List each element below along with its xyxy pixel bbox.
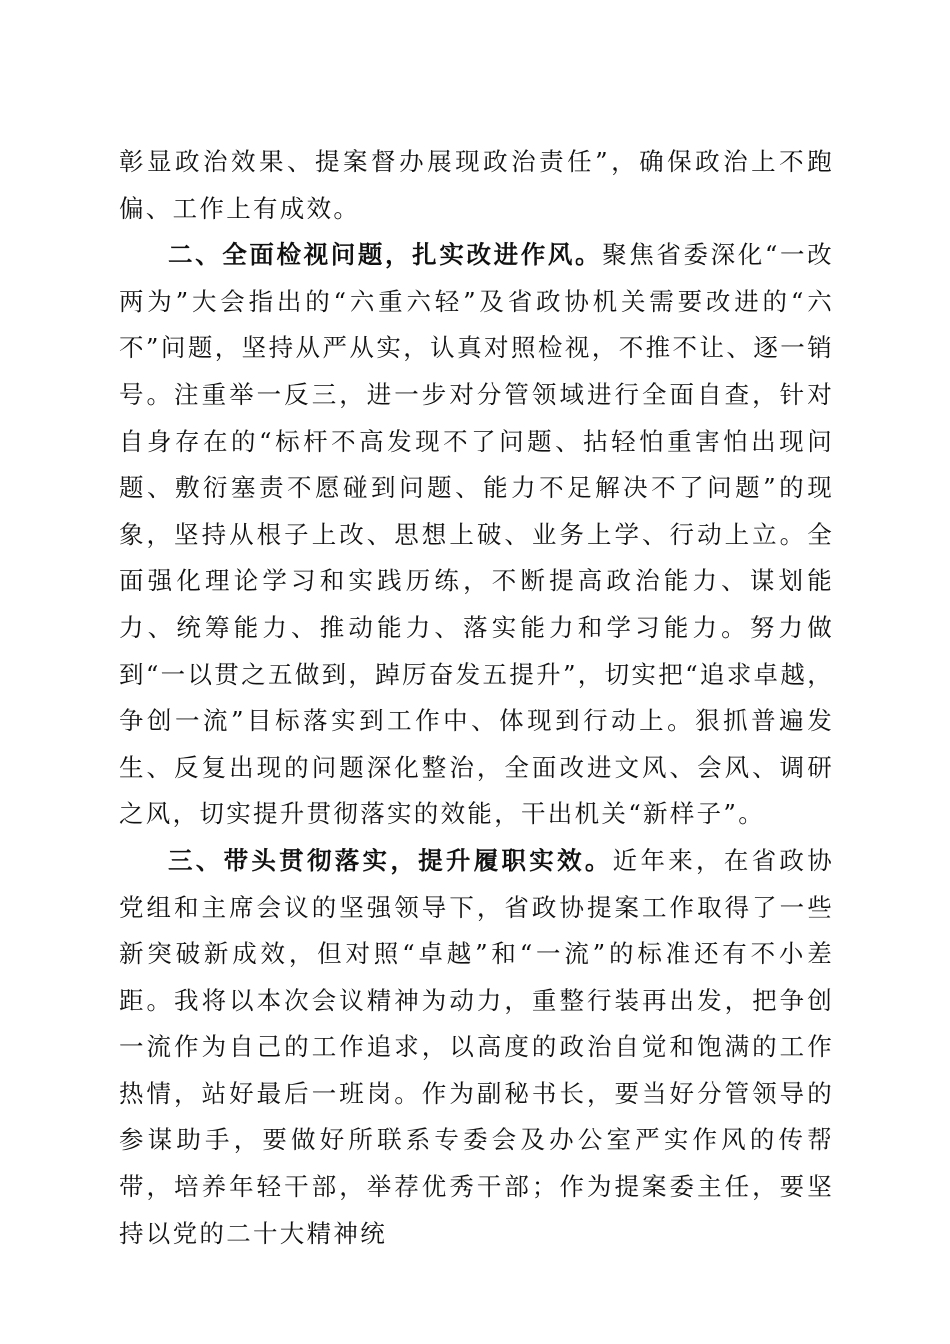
paragraph-1-body: 彰显政治效果、提案督办展现政治责任”，确保政治上不跑偏、工作上有成效。 bbox=[119, 147, 834, 223]
section-two-body: 聚焦省委深化“一改两为”大会指出的“六重六轻”及省政协机关需要改进的“六不”问题，坚持从严从实，认真对照检视，不推不让、逐一销号。注重举一反三，进一步对分管领域进行全面自查，针对自身存在的“标杆不高发现不了问题、拈轻怕重害怕出现问题、敷衍塞责不愿碰到问题、能力不足解决不了问题”的现象，坚持从根子上改、思想上破、业务上学、行动上立。全面强化理论学习和实践历练，不断提高政治能力、谋划能力、统筹能力、推动能力、落实能力和学习能力。努力做到“一以贯之五做到，踔厉奋发五提升”，切实把“追求卓越，争创一流”目标落实到工作中、体现到行动上。狠抓普遍发生、反复出现的问题深化整治，全面改进文风、会风、调研之风，切实提升贯彻落实的效能，干出机关“新样子”。 bbox=[119, 240, 834, 829]
section-three-body: 近年来，在省政协党组和主席会议的坚强领导下，省政协提案工作取得了一些新突破新成效，但对照“卓越”和“一流”的标准还有不小差距。我将以本次会议精神为动力，重整行装再出发，把争创一流作为自己的工作追求，以高度的政治自觉和饱满的工作热情，站好最后一班岗。作为副秘书长，要当好分管领导的参谋助手，要做好所联系专委会及办公室严实作风的传帮带，培养年轻干部，举荐优秀干部；作为提案委主任，要坚持以党的二十大精神统 bbox=[119, 845, 834, 1248]
paragraph-section-three bbox=[119, 838, 834, 1257]
paragraph-continuation bbox=[119, 139, 834, 232]
section-two-heading: 二、全面检视问题，扎实改进作风。 bbox=[168, 240, 603, 270]
paragraph-section-two bbox=[119, 232, 834, 838]
document-body bbox=[119, 139, 834, 1257]
section-three-heading: 三、带头贯彻落实，提升履职实效。 bbox=[168, 845, 613, 875]
